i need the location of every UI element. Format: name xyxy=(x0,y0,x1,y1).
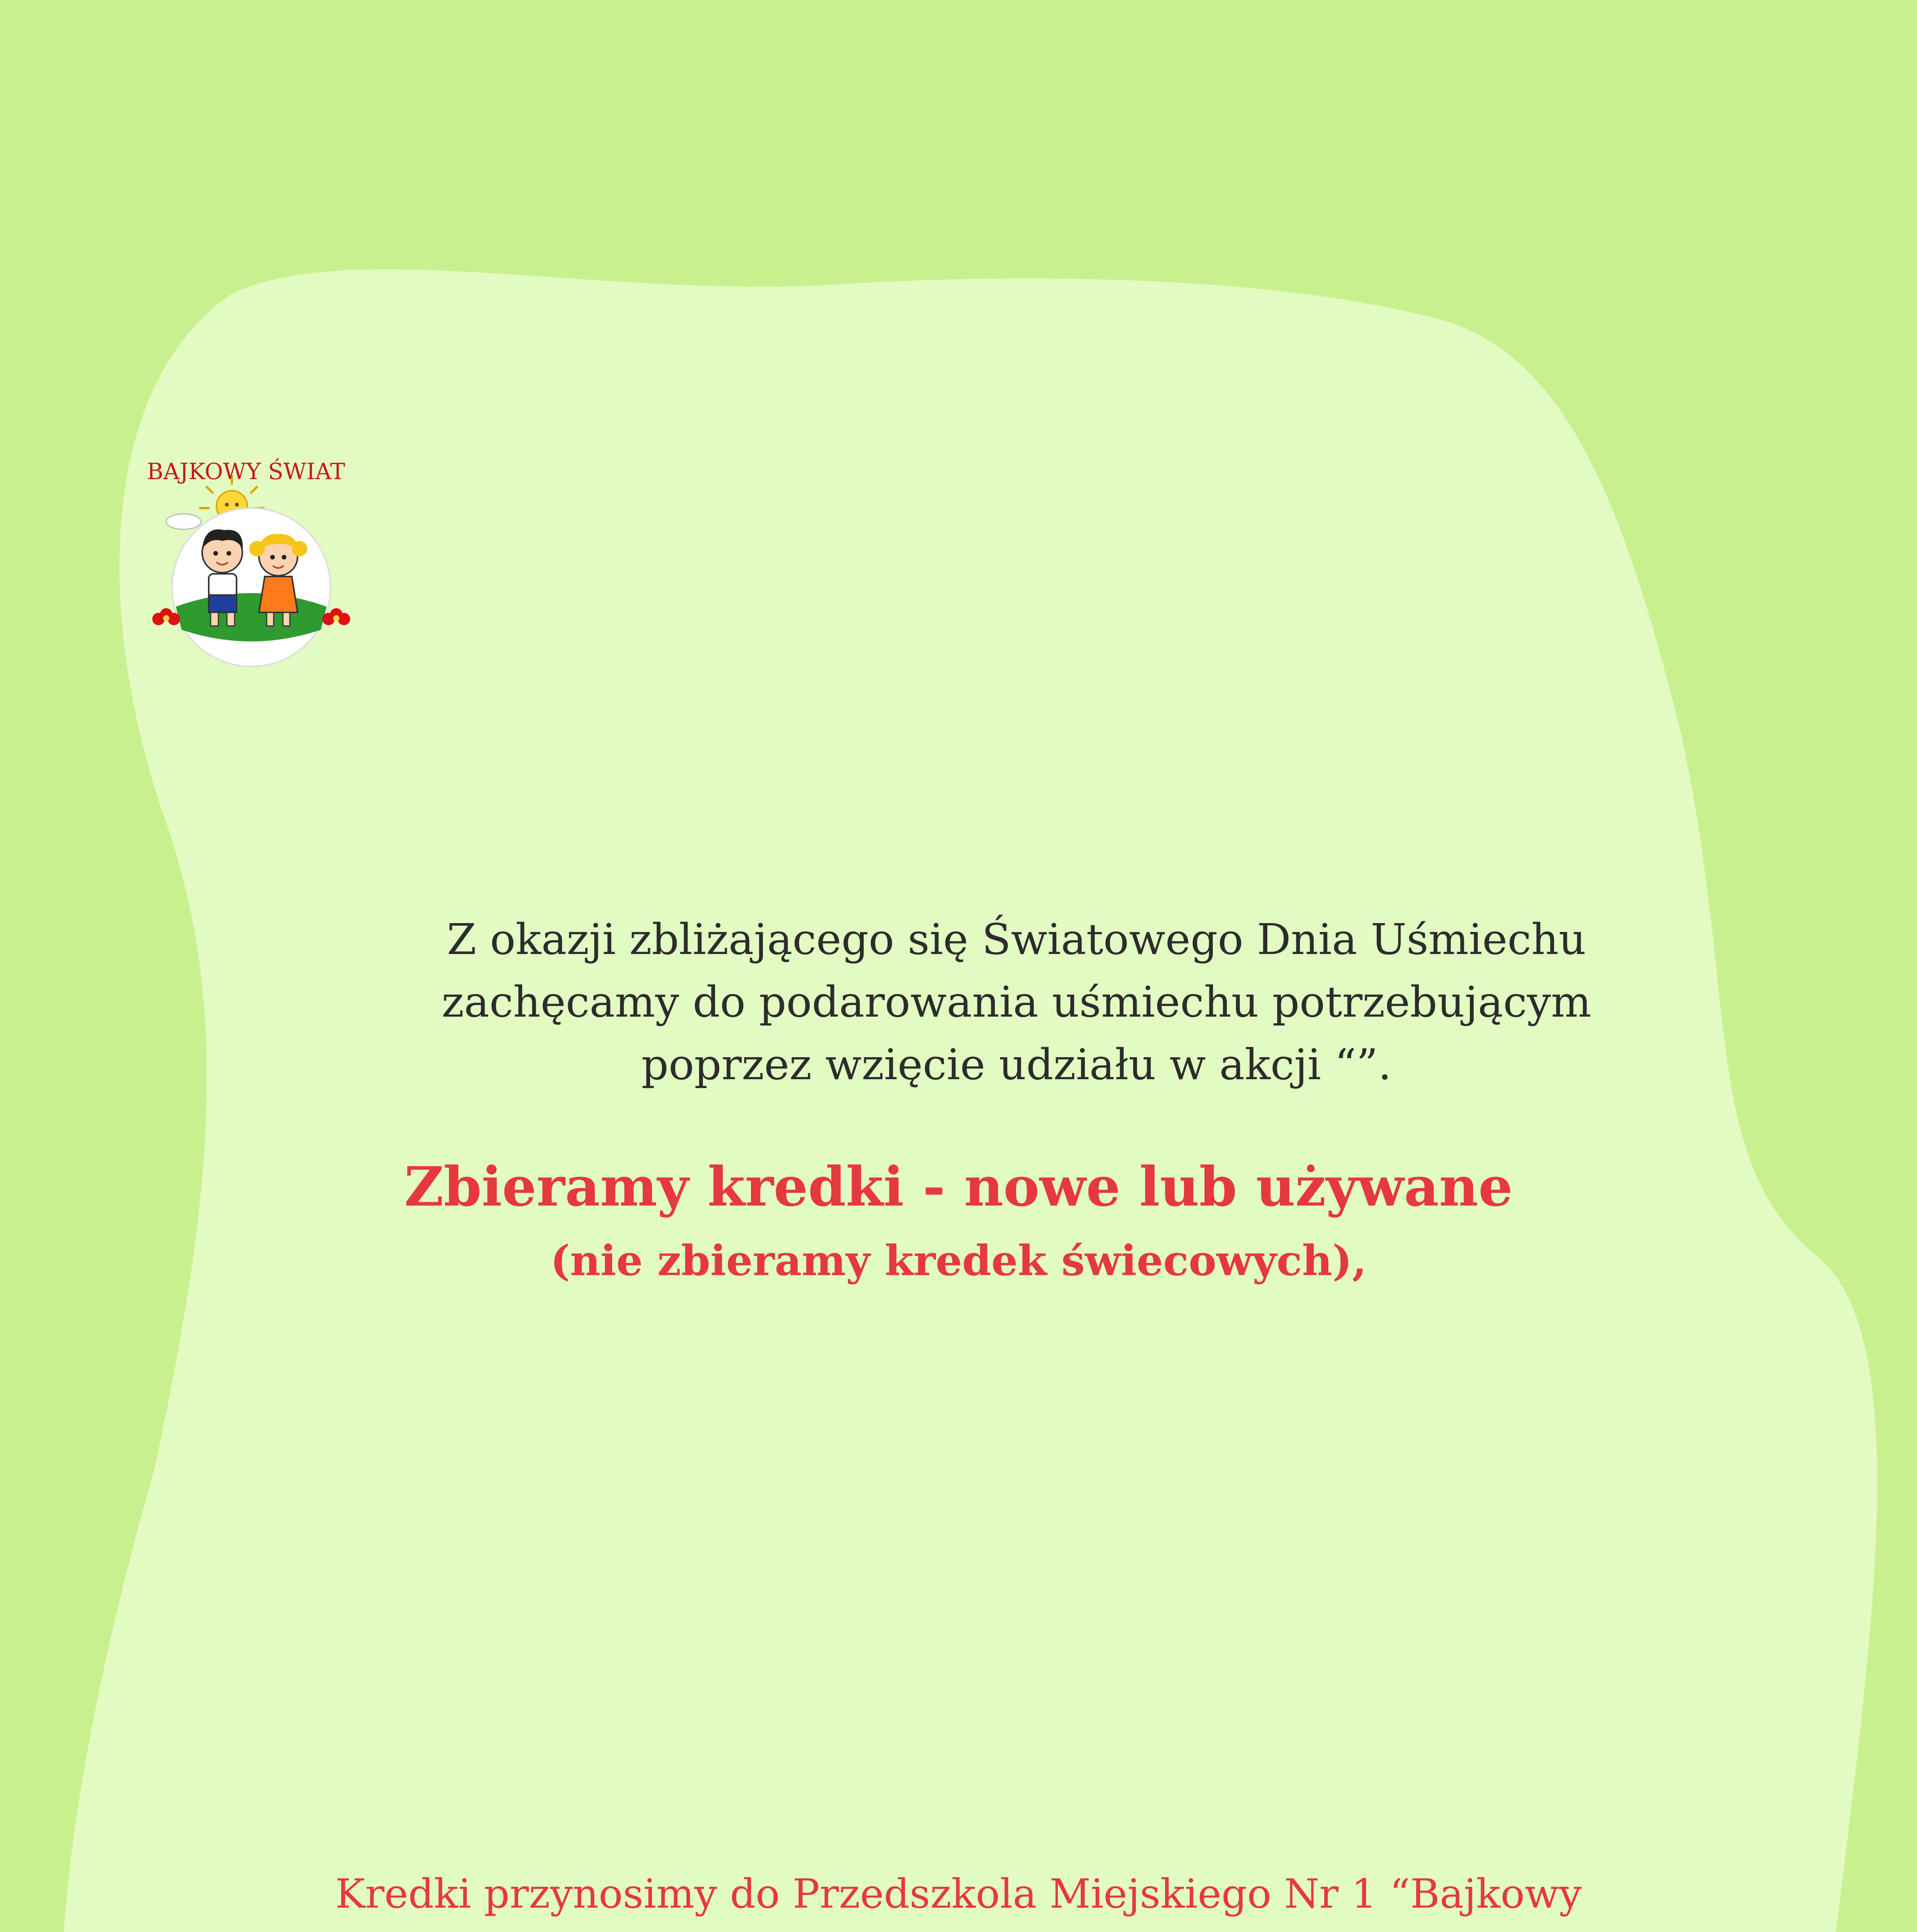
delivery-line: Kredki przynosimy do Przedszkola Miejskiego Nr 1 “Bajkowy xyxy=(335,1870,1582,1917)
boy-figure xyxy=(202,529,243,626)
headline: Zbieramy kredki - nowe lub używane xyxy=(404,1155,1513,1219)
logo-text: BAJKOWY ŚWIAT xyxy=(147,458,346,485)
intro-line3-start: poprzez wzięcie udziału w akcji “ xyxy=(641,1040,1357,1089)
intro-text xyxy=(379,908,1654,1096)
intro-line: zachęcamy do podarowania uśmiechu potrzebującym xyxy=(441,977,1592,1027)
delivery-info xyxy=(271,1862,1646,1932)
subheadline: (nie zbieramy kredek świecowych), xyxy=(550,1236,1367,1285)
intro-line xyxy=(379,1033,1654,1096)
intro-line: Z okazji zbliżającego się Światowego Dnia Uśmiechu xyxy=(447,915,1586,964)
kindergarten-logo xyxy=(147,458,356,696)
intro-line3-end: ”. xyxy=(1356,1040,1392,1089)
